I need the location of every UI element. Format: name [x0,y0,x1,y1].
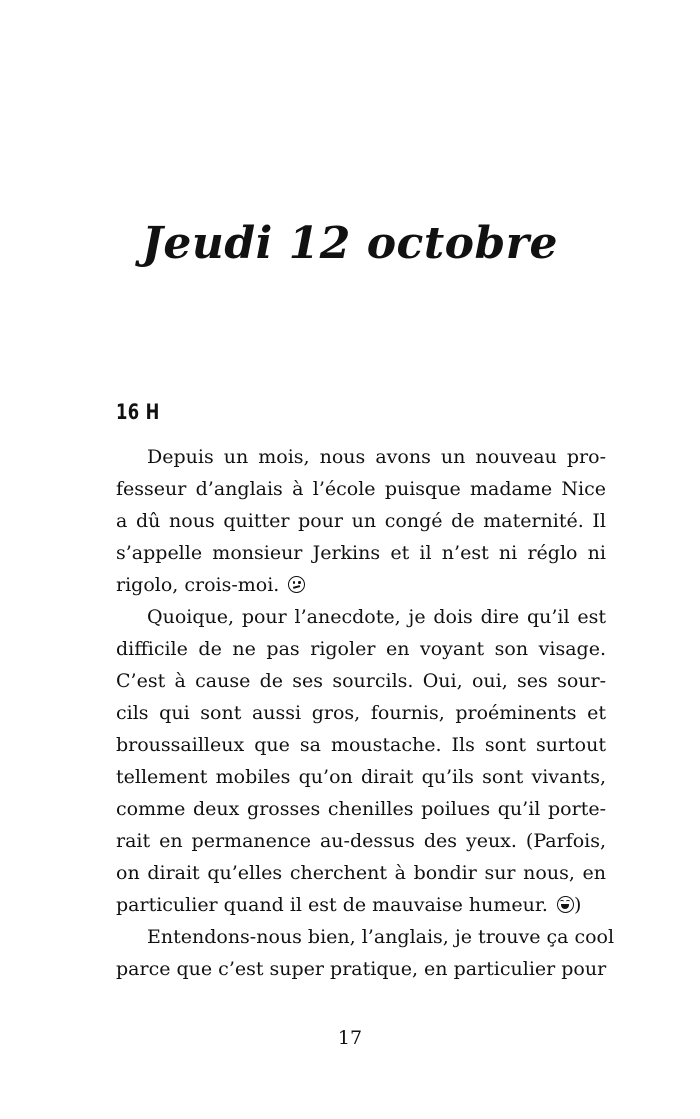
text-line: rait en permanence au-dessus des yeux. (Parfois, [116,830,606,852]
text-line: Depuis un mois, nous avons un nouveau pro- [147,446,606,468]
text-line: Quoique, pour l’anecdote, je dois dire qu’il est [147,606,606,628]
text-line: difficile de ne pas rigoler en voyant son visage. [116,638,606,660]
confused-face-icon [288,576,305,593]
text-line: Entendons-nous bien, l’anglais, je trouve ça cool [147,926,615,948]
text-line: s’appelle monsieur Jerkins et il n’est ni réglo ni [116,542,606,564]
text-line: on dirait qu’elles cherchent à bondir sur nous, en [116,862,606,884]
page-number: 17 [337,1027,363,1049]
laughing-face-icon [557,896,574,913]
text-line: tellement mobiles qu’on dirait qu’ils sont vivants, [116,766,606,788]
text-line [116,889,606,921]
closing-paren: ) [573,894,582,916]
text-line: broussailleux que sa moustache. Ils sont surtout [116,734,606,756]
text-line: cils qui sont aussi gros, fournis, proéminents et [116,702,606,724]
text-line-content: rigolo, crois-moi. [116,574,280,596]
text-line: a dû nous quitter pour un congé de maternité. Il [116,510,606,532]
body-text [116,441,615,985]
text-line [116,569,606,601]
text-line: C’est à cause de ses sourcils. Oui, oui, ses sour- [116,670,606,692]
text-line-content: particulier quand il est de mauvaise humeur. [116,894,548,916]
text-line: comme deux grosses chenilles poilues qu’il porte- [116,798,606,820]
text-line: parce que c’est super pratique, en particulier pour [116,958,607,980]
text-line: fesseur d’anglais à l’école puisque madame Nice [116,478,606,500]
chapter-title: Jeudi 12 octobre [142,218,558,269]
time-heading: 16 H [116,400,160,424]
